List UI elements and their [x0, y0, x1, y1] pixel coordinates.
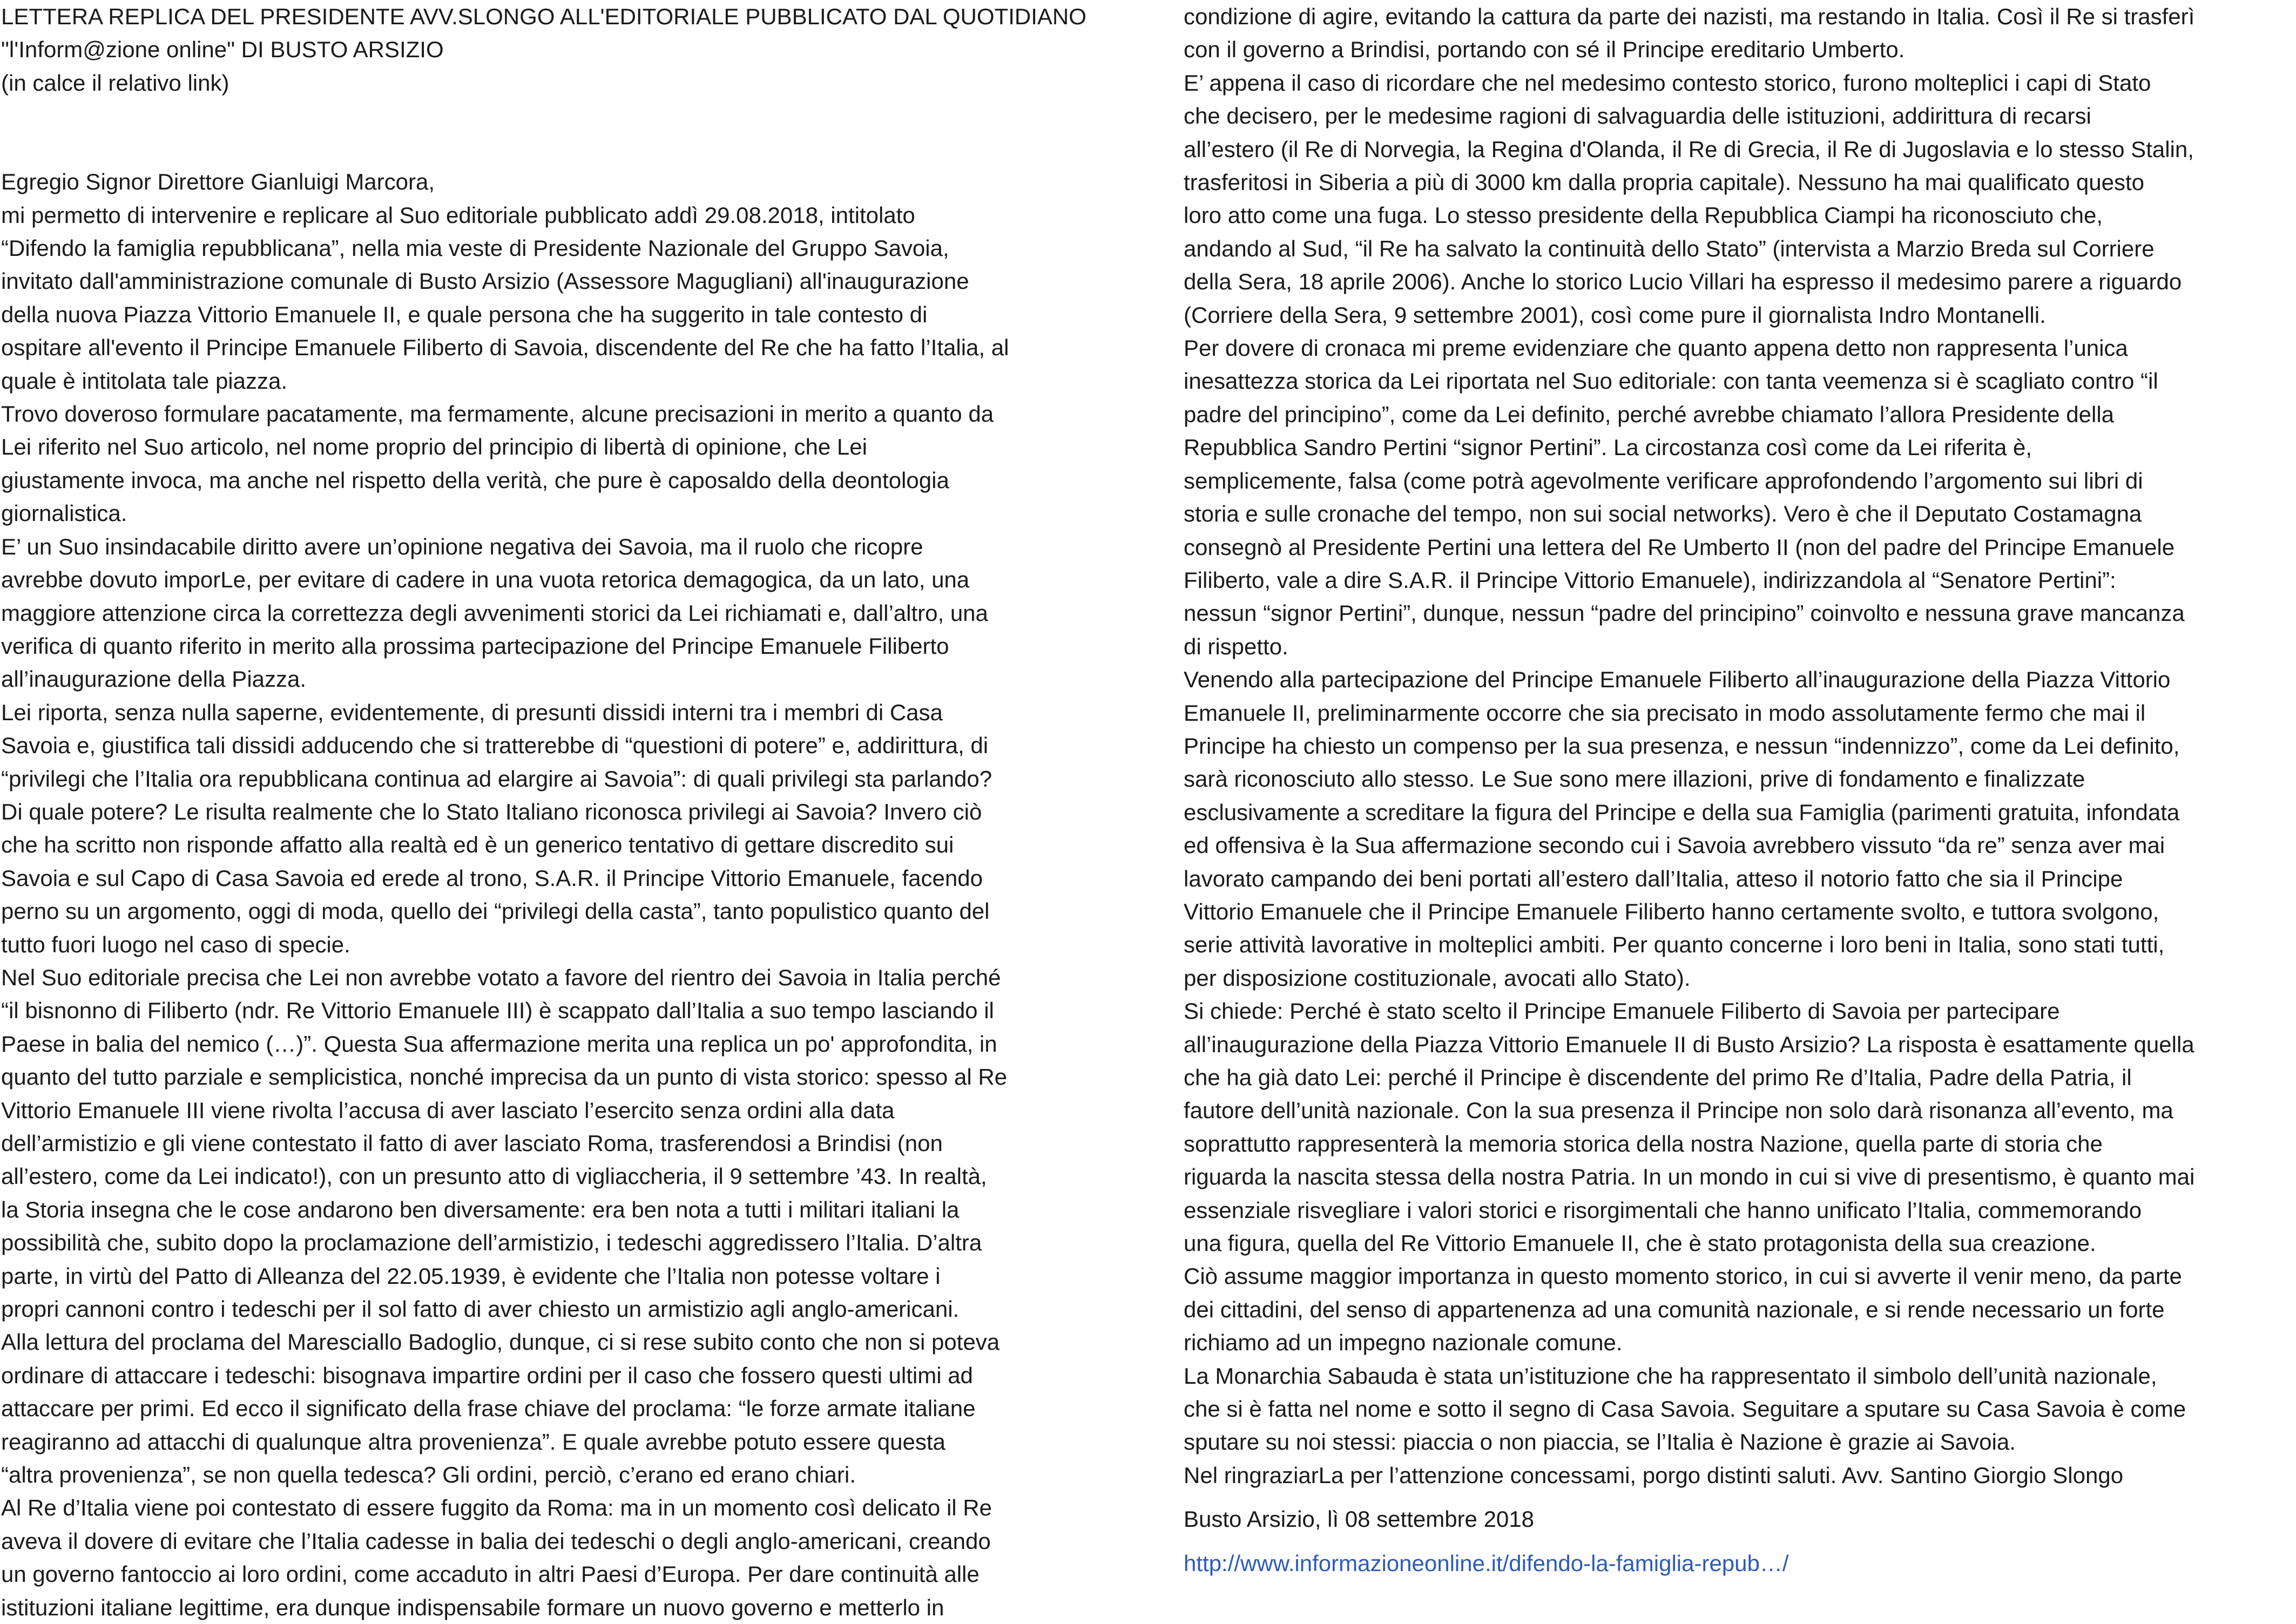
- body-line: parte, in virtù del Patto di Alleanza del 22.05.1939, è evidente che l’Italia non potesse voltare i: [1, 1263, 941, 1289]
- body-line: possibilità che, subito dopo la proclamazione dell’armistizio, i tedeschi aggredissero l’Italia. D’altra: [1, 1230, 982, 1256]
- body-line: della nuova Piazza Vittorio Emanuele II, e quale persona che ha suggerito in tale contesto di: [1, 301, 928, 327]
- body-line: condizione di agire, evitando la cattura da parte dei nazisti, ma restando in Italia. Così il Re si trasferì: [1184, 4, 2195, 29]
- body-line: di rispetto.: [1184, 633, 1288, 659]
- body-line: dei cittadini, del senso di appartenenza ad una comunità nazionale, e si rende necessario un forte: [1184, 1296, 2165, 1322]
- body-line: Venendo alla partecipazione del Principe Emanuele Filiberto all’inaugurazione della Piazza Vittorio: [1184, 667, 2171, 693]
- body-line: reagiranno ad attacchi di qualunque altra provenienza”. E quale avrebbe potuto essere questa: [1, 1429, 946, 1454]
- body-line: Si chiede: Perché è stato scelto il Principe Emanuele Filiberto di Savoia per partecipare: [1184, 998, 2060, 1024]
- body-line: perno su un argomento, oggi di moda, quello dei “privilegi della casta”, tanto populistico quanto del: [1, 898, 990, 924]
- body-line: andando al Sud, “il Re ha salvato la continuità dello Stato” (intervista a Marzio Breda sul Corriere: [1184, 235, 2155, 261]
- body-line: Repubblica Sandro Pertini “signor Pertini”. La circostanza così come da Lei riferita è,: [1184, 435, 2032, 461]
- body-line: all’inaugurazione della Piazza.: [1, 666, 307, 692]
- body-line: la Storia insegna che le cose andarono ben diversamente: era ben nota a tutti i militari italiani la: [1, 1196, 960, 1222]
- body-line: aveva il dovere di evitare che l’Italia cadesse in balia dei tedeschi o degli anglo-americani, creando: [1, 1528, 991, 1554]
- body-line: sarà riconosciuto allo stesso. Le Sue sono mere illazioni, prive di fondamento e finalizzate: [1184, 766, 2085, 792]
- body-line: riguarda la nascita stessa della nostra Patria. In un mondo in cui si vive di presentismo, è quanto mai: [1184, 1164, 2195, 1190]
- body-line: Nel ringraziarLa per l’attenzione concessami, porgo distinti saluti. Avv. Santino Giorgio Slongo: [1184, 1462, 2124, 1488]
- body-line: esclusivamente a screditare la figura del Principe e della sua Famiglia (parimenti gratuita, infondata: [1184, 799, 2180, 825]
- body-line: essenziale risvegliare i valori storici e risorgimentali che hanno unificato l’Italia, commemorando: [1184, 1197, 2142, 1223]
- body-line: “Difendo la famiglia repubblicana”, nella mia veste di Presidente Nazionale del Gruppo Savoia,: [1, 235, 949, 261]
- body-line: Trovo doveroso formulare pacatamente, ma fermamente, alcune precisazioni in merito a quanto da: [1, 401, 994, 427]
- body-line: della Sera, 18 aprile 2006). Anche lo storico Lucio Villari ha espresso il medesimo parere a riguardo: [1184, 269, 2182, 295]
- body-line: quanto del tutto parziale e semplicistica, nonché imprecisa da un punto di vista storico: spesso al Re: [1, 1064, 1008, 1090]
- spacer: [1184, 1492, 2296, 1503]
- body-line: padre del principino”, come da Lei definito, perché avrebbe chiamato l’allora Presidente della: [1184, 401, 2115, 427]
- body-line: giornalistica.: [1, 500, 127, 526]
- body-line: Vittorio Emanuele che il Principe Emanuele Filiberto hanno certamente svolto, e tuttora svolgono,: [1184, 898, 2159, 924]
- body-line: lavorato campando dei beni portati all’estero dall’Italia, atteso il notorio fatto che sia il Principe: [1184, 865, 2123, 891]
- body-line: ed offensiva è la Sua affermazione secondo cui i Savoia avrebbero vissuto “da re” senza aver mai: [1184, 833, 2165, 858]
- body-line: consegnò al Presidente Pertini una lettera del Re Umberto II (non del padre del Principe Emanuele: [1184, 534, 2175, 560]
- body-line: Lei riporta, senza nulla saperne, evidentemente, di presunti dissidi interni tra i membri di Casa: [1, 699, 943, 725]
- body-line: trasferitosi in Siberia a più di 3000 km dalla propria capitale). Nessuno ha mai qualificato questo: [1184, 170, 2144, 195]
- body-line: loro atto come una fuga. Lo stesso presidente della Repubblica Ciampi ha riconosciuto che,: [1184, 202, 2103, 228]
- body-line: Di quale potere? Le risulta realmente che lo Stato Italiano riconosca privilegi ai Savoia? Invero ciò: [1, 799, 982, 824]
- body-line: propri cannoni contro i tedeschi per il sol fatto di aver chiesto un armistizio agli anglo-americani.: [1, 1296, 960, 1322]
- left-column: [1, 0, 1139, 1624]
- body-line: La Monarchia Sabauda è stata un’istituzione che ha rappresentato il simbolo dell’unità nazionale,: [1184, 1363, 2157, 1389]
- body-line: invitato dall'amministrazione comunale di Busto Arsizio (Assessore Magugliani) all'inaugurazione: [1, 268, 969, 294]
- body-line: Savoia e, giustifica tali dissidi adducendo che si tratterebbe di “questioni di potere” e, addirittura, di: [1, 733, 989, 759]
- body-line: Ciò assume maggior importanza in questo momento storico, in cui si avverte il venir meno, da parte: [1184, 1263, 2182, 1289]
- body-line: Filiberto, vale a dire S.A.R. il Principe Vittorio Emanuele), indirizzandola al “Senatore Pertini”:: [1184, 567, 2116, 593]
- body-line: all’estero, come da Lei indicato!), con un presunto atto di vigliaccheria, il 9 settembre ’43. In realtà,: [1, 1163, 987, 1189]
- body-line: E’ appena il caso di ricordare che nel medesimo contesto storico, furono molteplici i capi di Stato: [1184, 70, 2151, 96]
- letter-heading: [1, 0, 1139, 99]
- body-line: un governo fantoccio ai loro ordini, come accaduto in altri Paesi d’Europa. Per dare continuità alle: [1, 1561, 980, 1587]
- body-line: quale è intitolata tale piazza.: [1, 368, 288, 394]
- body-line: Principe ha chiesto un compenso per la sua presenza, e nessun “indennizzo”, come da Lei definito,: [1184, 733, 2180, 759]
- article-link[interactable]: http://www.informazioneonline.it/difendo-la-famiglia-repub…/: [1184, 1550, 1789, 1576]
- right-column: [1184, 0, 2296, 1580]
- right-body-text: [1184, 0, 2296, 1492]
- body-line: mi permetto di intervenire e replicare al Suo editoriale pubblicato addì 29.08.2018, intitolato: [1, 202, 915, 228]
- body-line: Vittorio Emanuele III viene rivolta l’accusa di aver lasciato l’esercito senza ordini alla data: [1, 1097, 895, 1123]
- body-line: una figura, quella del Re Vittorio Emanuele II, che è stato protagonista della sua creazione.: [1184, 1230, 2096, 1256]
- body-line: con il governo a Brindisi, portando con sé il Principe ereditario Umberto.: [1184, 37, 1905, 63]
- spacer: [1184, 1536, 2296, 1547]
- body-line: semplicemente, falsa (come potrà agevolmente verificare approfondendo l’argomento sui libri di: [1184, 468, 2143, 493]
- body-line: Emanuele II, preliminarmente occorre che sia precisato in modo assolutamente fermo che mai il: [1184, 700, 2146, 726]
- heading-line: "l'Inform@zione online" DI BUSTO ARSIZIO: [1, 37, 444, 63]
- body-line: attaccare per primi. Ed ecco il significato della frase chiave del proclama: “le forze armate italiane: [1, 1396, 976, 1422]
- body-line: istituzioni italiane legittime, era dunque indispensabile formare un nuovo governo e metterlo in: [1, 1594, 944, 1620]
- spacer: [1, 99, 1139, 165]
- body-line: Paese in balia del nemico (…)”. Questa Sua affermazione merita una replica un po' approfondita, in: [1, 1031, 997, 1057]
- body-line: per disposizione costituzionale, avocati allo Stato).: [1184, 965, 1691, 991]
- body-line: Lei riferito nel Suo articolo, nel nome proprio del principio di libertà di opinione, che Lei: [1, 434, 867, 460]
- body-line: Al Re d’Italia viene poi contestato di essere fuggito da Roma: ma in un momento così delicato il Re: [1, 1495, 992, 1521]
- body-line: dell’armistizio e gli viene contestato il fatto di aver lasciato Roma, trasferendosi a Brindisi (non: [1, 1131, 943, 1156]
- body-line: Per dovere di cronaca mi preme evidenziare che quanto appena detto non rappresenta l’unica: [1184, 335, 2128, 361]
- left-body-text: [1, 165, 1139, 1624]
- body-line: che ha già dato Lei: perché il Principe è discendente del primo Re d’Italia, Padre della Patria, il: [1184, 1065, 2132, 1090]
- body-line: maggiore attenzione circa la correttezza degli avvenimenti storici da Lei richiamati e, dall’altro, una: [1, 600, 988, 626]
- heading-subline: (in calce il relativo link): [1, 70, 229, 96]
- heading-line: LETTERA REPLICA DEL PRESIDENTE AVV.SLONGO ALL'EDITORIALE PUBBLICATO DAL QUOTIDIANO: [1, 4, 1086, 29]
- body-line: nessun “signor Pertini”, dunque, nessun “padre del principino” coinvolto e nessuna grave mancanza: [1184, 600, 2185, 626]
- body-line: serie attività lavorative in molteplici ambiti. Per quanto concerne i loro beni in Italia, sono stati tutti,: [1184, 932, 2165, 958]
- body-line: “altra provenienza”, se non quella tedesca? Gli ordini, perciò, c’erano ed erano chiari.: [1, 1462, 856, 1488]
- body-line: E’ un Suo insindacabile diritto avere un’opinione negativa dei Savoia, ma il ruolo che ricopre: [1, 533, 923, 559]
- body-line: che si è fatta nel nome e sotto il segno di Casa Savoia. Seguitare a sputare su Casa Savoia è come: [1184, 1396, 2186, 1422]
- body-line: storia e sulle cronache del tempo, non sui social networks). Vero è che il Deputato Costamagna: [1184, 501, 2142, 527]
- body-line: all’estero (il Re di Norvegia, la Regina d'Olanda, il Re di Grecia, il Re di Jugoslavia e lo stesso Stalin,: [1184, 136, 2194, 162]
- body-line: Alla lettura del proclama del Maresciallo Badoglio, dunque, ci si rese subito conto che non si poteva: [1, 1329, 1000, 1355]
- body-line: verifica di quanto riferito in merito alla prossima partecipazione del Principe Emanuele Filiberto: [1, 633, 949, 659]
- body-line: ospitare all'evento il Principe Emanuele Filiberto di Savoia, discendente del Re che ha fatto l’Italia, al: [1, 335, 1009, 361]
- body-line: avrebbe dovuto imporLe, per evitare di cadere in una vuota retorica demagogica, da un lato, una: [1, 567, 970, 593]
- body-line: ordinare di attaccare i tedeschi: bisognava impartire ordini per il caso che fossero questi ultimi ad: [1, 1362, 973, 1388]
- body-line: inesattezza storica da Lei riportata nel Suo editoriale: con tanta veemenza si è scagliato contro “il: [1184, 368, 2158, 394]
- body-line: giustamente invoca, ma anche nel rispetto della verità, che pure è caposaldo della deontologia: [1, 467, 949, 493]
- body-line: richiamo ad un impegno nazionale comune.: [1184, 1330, 1623, 1356]
- body-line: “privilegi che l’Italia ora repubblicana continua ad elargire ai Savoia”: di quali privilegi sta parlando?: [1, 766, 992, 791]
- body-line: all’inaugurazione della Piazza Vittorio Emanuele II di Busto Arsizio? La risposta è esattamente quella: [1184, 1031, 2194, 1057]
- body-line: “il bisnonno di Filiberto (ndr. Re Vittorio Emanuele III) è scappato dall’Italia a suo tempo lasciando il: [1, 998, 994, 1024]
- body-line: Egregio Signor Direttore Gianluigi Marcora,: [1, 169, 435, 195]
- place-date: Busto Arsizio, lì 08 settembre 2018: [1184, 1506, 1535, 1532]
- body-line: tutto fuori luogo nel caso di specie.: [1, 931, 350, 957]
- body-line: sputare su noi stessi: piaccia o non piaccia, se l’Italia è Nazione è grazie ai Savoia.: [1184, 1429, 2016, 1455]
- body-line: Nel Suo editoriale precisa che Lei non avrebbe votato a favore del rientro dei Savoia in Italia perché: [1, 964, 1001, 990]
- body-line: (Corriere della Sera, 9 settembre 2001), così come pure il giornalista Indro Montanelli.: [1184, 302, 2046, 328]
- body-line: fautore dell’unità nazionale. Con la sua presenza il Principe non solo darà risonanza all’evento, ma: [1184, 1098, 2173, 1124]
- body-line: soprattutto rappresenterà la memoria storica della nostra Nazione, quella parte di storia che: [1184, 1131, 2103, 1156]
- body-line: che ha scritto non risponde affatto alla realtà ed è un generico tentativo di gettare discredito sui: [1, 832, 954, 858]
- body-line: Savoia e sul Capo di Casa Savoia ed erede al trono, S.A.R. il Principe Vittorio Emanuele, facendo: [1, 865, 983, 891]
- body-line: che decisero, per le medesime ragioni di salvaguardia delle istituzioni, addirittura di recarsi: [1184, 103, 2091, 129]
